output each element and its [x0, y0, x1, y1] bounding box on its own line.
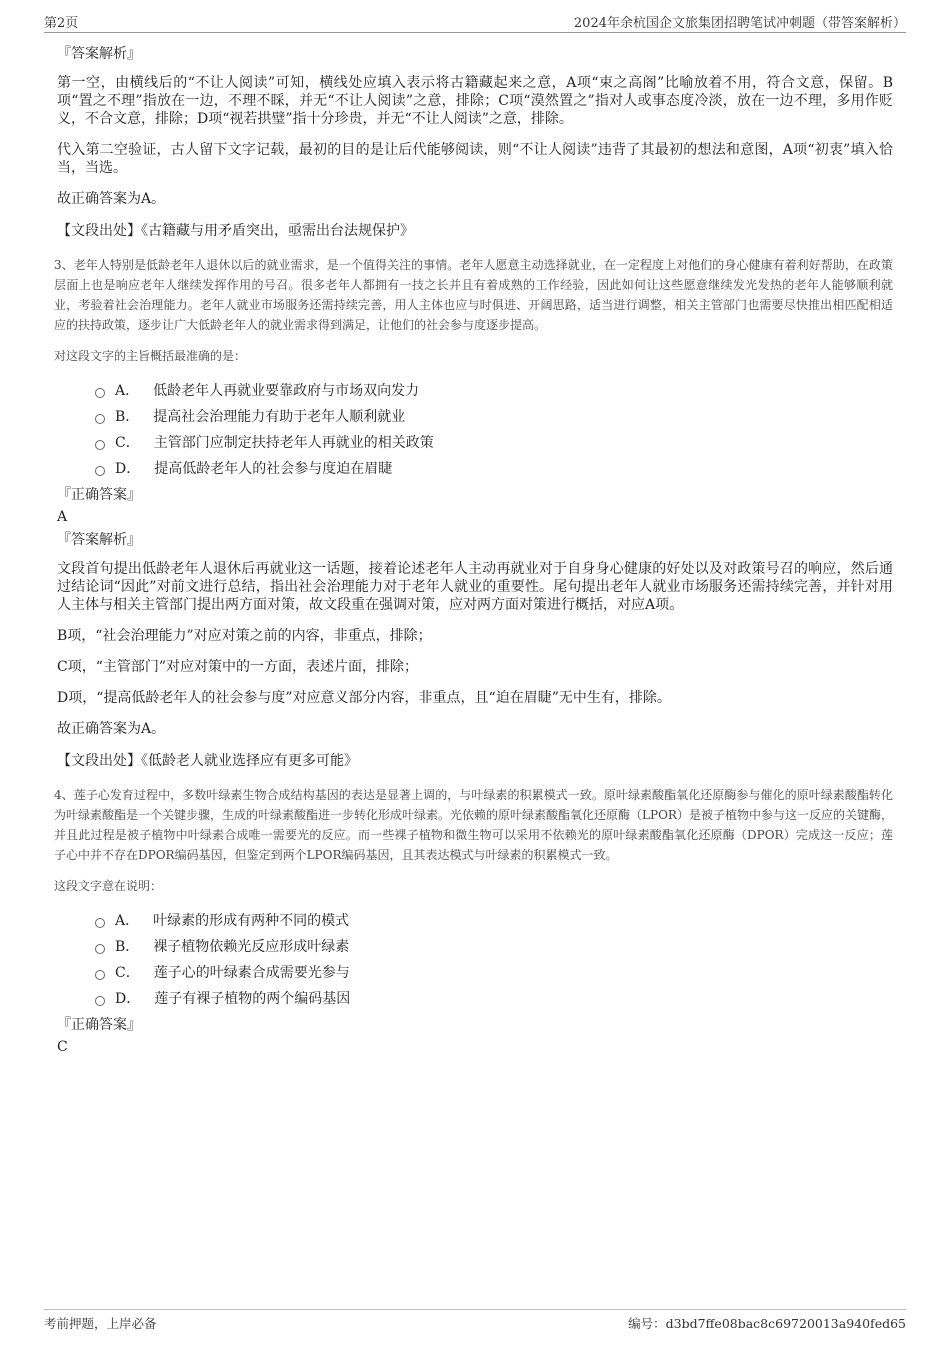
option-a[interactable] — [95, 378, 893, 404]
radio-icon[interactable] — [95, 440, 105, 450]
question-prompt: 对这段文字的主旨概括最准确的是： — [54, 349, 247, 363]
radio-icon[interactable] — [95, 388, 105, 398]
question-stem: 3、老年人特别是低龄老年人退休以后的就业需求，是一个值得关注的事情。老年人愿意主动选择就业，在一定程度上对他们的身心健康有着利好帮助，在政策层面上也是响应老年人继续发挥作用的号召。很多老年人都拥有一技之长并且有着成熟的工作经验，因此如何让这些愿意继续发光发热的老年人能够顺利就业，考验着社会治理能力。老年人就业市场服务还需持续完善，用人主体也应与时俱进、开阔思路，适当进行调整，相关主管部门也需要尽快推出相匹配相适应的扶持政策，逐步让广大低龄老年人的就业需求得到满足，让他们的社会参与度逐步提高。 — [54, 258, 893, 332]
option-text: 低龄老年人再就业要靠政府与市场双向发力 — [153, 383, 420, 399]
analysis-paragraph: B项，“社会治理能力”对应对策之前的内容，非重点，排除； — [57, 628, 432, 644]
option-d[interactable] — [95, 986, 893, 1012]
correct-answer-label: 『正确答案』 — [57, 1017, 141, 1033]
option-text: 裸子植物依赖光反应形成叶绿素 — [153, 939, 350, 955]
correct-answer: C — [57, 1039, 68, 1055]
document-serial: 编号：d3bd7ffe08bac8c69720013a940fed65 — [628, 1316, 906, 1331]
analysis-paragraph: 文段首句提出低龄老年人退休后再就业这一话题，接着论述老年人主动再就业对于自身身心健康的好处以及对政策号召的响应，然后通过结论词“因此”对前文进行总结，指出社会治理能力对于老年人就业的重要性。尾句提出老年人就业市场服务还需持续完善，并针对用人主体与相关主管部门提出两方面对策，故文段重在强调对策，应对两方面对策进行概括，对应A项。 — [57, 561, 893, 613]
option-letter: D． — [115, 461, 141, 477]
page-content — [54, 44, 893, 1060]
radio-icon[interactable] — [95, 414, 105, 424]
option-b[interactable] — [95, 934, 893, 960]
option-letter: A． — [115, 913, 140, 929]
option-c[interactable] — [95, 430, 893, 456]
option-text: 莲子心的叶绿素合成需要光参与 — [153, 965, 350, 981]
radio-icon[interactable] — [95, 944, 105, 954]
source-citation: 【文段出处】《低龄老人就业选择应有更多可能》 — [57, 753, 358, 769]
analysis-label: 『答案解析』 — [57, 46, 141, 62]
option-b[interactable] — [95, 404, 893, 430]
option-letter: C． — [115, 965, 140, 981]
question-prompt: 这段文字意在说明： — [54, 879, 163, 893]
option-list — [95, 378, 893, 482]
radio-icon[interactable] — [95, 466, 105, 476]
analysis-label: 『答案解析』 — [57, 532, 141, 548]
option-letter: C． — [115, 435, 140, 451]
option-a[interactable] — [95, 908, 893, 934]
page-number: 第2页 — [44, 16, 79, 31]
analysis-paragraph: D项，“提高低龄老年人的社会参与度”对应意义部分内容，非重点，且“迫在眉睫”无中生有，排除。 — [57, 690, 671, 706]
analysis-paragraph: 第一空，由横线后的“不让人阅读”可知，横线处应填入表示将古籍藏起来之意，A项“束之高阁”比喻放着不用，符合文意，保留。B项“置之不理”指放在一边，不理不睬，并无“不让人阅读”之意，排除；C项“漠然置之”指对人或事态度冷淡，放在一边不理，多用作贬义，不合文意，排除；D项“视若拱璧”指十分珍贵，并无“不让人阅读”之意，排除。 — [57, 75, 893, 127]
option-letter: B． — [115, 409, 140, 425]
radio-icon[interactable] — [95, 996, 105, 1006]
document-title: 2024年余杭国企文旅集团招聘笔试冲刺题（带答案解析） — [573, 16, 906, 31]
analysis-paragraph: 代入第二空验证，古人留下文字记载，最初的目的是让后代能够阅读，则“不让人阅读”违背了其最初的想法和意图，A项“初衷”填入恰当，当选。 — [57, 142, 893, 176]
option-letter: D． — [115, 991, 141, 1007]
radio-icon[interactable] — [95, 970, 105, 980]
option-c[interactable] — [95, 960, 893, 986]
analysis-paragraph: C项，“主管部门”对应对策中的一方面，表述片面，排除； — [57, 659, 419, 675]
source-citation: 【文段出处】《古籍藏与用矛盾突出，亟需出台法规保护》 — [57, 223, 414, 239]
correct-answer-label: 『正确答案』 — [57, 487, 141, 503]
option-text: 主管部门应制定扶持老年人再就业的相关政策 — [153, 435, 434, 451]
analysis-paragraph: 故正确答案为A。 — [57, 191, 166, 207]
footer-slogan: 考前押题，上岸必备 — [44, 1316, 157, 1331]
page-footer — [44, 1309, 906, 1332]
option-text: 莲子有裸子植物的两个编码基因 — [154, 991, 351, 1007]
option-text: 叶绿素的形成有两种不同的模式 — [153, 913, 350, 929]
analysis-paragraph: 故正确答案为A。 — [57, 721, 166, 737]
option-text: 提高社会治理能力有助于老年人顺利就业 — [153, 409, 406, 425]
option-text: 提高低龄老年人的社会参与度迫在眉睫 — [154, 461, 393, 477]
radio-icon[interactable] — [95, 918, 105, 928]
option-list — [95, 908, 893, 1012]
question-stem: 4、莲子心发育过程中，多数叶绿素生物合成结构基因的表达是显著上调的，与叶绿素的积累模式一致。原叶绿素酸酯氧化还原酶参与催化的原叶绿素酸酯转化为叶绿素酸酯是一个关键步骤，生成的叶绿素酸酯进一步转化形成叶绿素。光依赖的原叶绿素酸酯氧化还原酶（LPOR）是被子植物中参与这一反应的关键酶，并且此过程是被子植物中叶绿素合成唯一需要光的反应。而一些裸子植物和微生物可以采用不依赖光的原叶绿素酸酯氧化还原酶（DPOR）完成这一反应；莲子心中并不存在DPOR编码基因，但鉴定到两个LPOR编码基因，且其表达模式与叶绿素的积累模式一致。 — [54, 788, 893, 862]
option-d[interactable] — [95, 456, 893, 482]
option-letter: B． — [115, 939, 140, 955]
option-letter: A． — [115, 383, 140, 399]
correct-answer: A — [57, 509, 68, 525]
page-header — [44, 12, 906, 33]
